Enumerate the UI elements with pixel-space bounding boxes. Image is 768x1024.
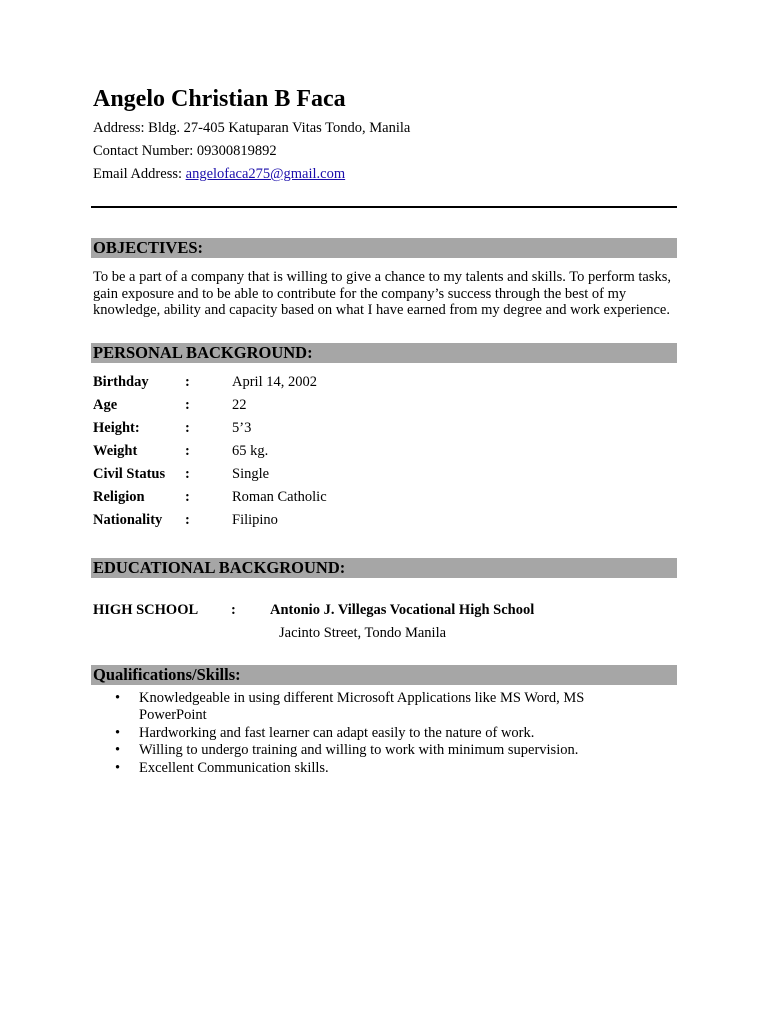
contact-line: Contact Number: 09300819892 — [93, 143, 277, 159]
skills-list — [93, 690, 677, 778]
personal-label: Civil Status — [93, 466, 166, 482]
bullet-icon: • — [115, 724, 121, 741]
school-name: Antonio J. Villegas Vocational High School — [270, 602, 535, 618]
personal-row-weight — [93, 443, 593, 463]
skill-item — [93, 742, 609, 759]
objectives-heading: OBJECTIVES: — [91, 238, 677, 258]
personal-value: Filipino — [232, 512, 278, 528]
personal-label: Height: — [93, 420, 140, 436]
email-line — [93, 166, 345, 183]
personal-row-age — [93, 397, 593, 417]
personal-row-height — [93, 420, 593, 440]
personal-value: 22 — [232, 397, 247, 413]
skill-text: Willing to undergo training and willing to work with minimum supervision. — [139, 742, 579, 759]
skill-item — [93, 690, 609, 724]
personal-label: Nationality — [93, 512, 163, 528]
personal-label: Birthday — [93, 374, 149, 390]
skill-text: Excellent Communication skills. — [139, 760, 329, 777]
personal-value: 5’3 — [232, 420, 252, 436]
personal-colon: : — [185, 397, 190, 413]
skill-text: Hardworking and fast learner can adapt easily to the nature of work. — [139, 724, 535, 741]
skill-item — [93, 760, 609, 777]
skill-item — [93, 725, 609, 742]
personal-value: April 14, 2002 — [232, 374, 317, 390]
personal-label: Weight — [93, 443, 138, 459]
skill-text: Knowledgeable in using different Microsoft Applications like MS Word, MS PowerPoint — [139, 690, 585, 723]
objective-text: To be a part of a company that is willing to give a chance to my talents and skills. To perform tasks, gain exposure and to be able to contribute for the company’s success through the best of my knowledge, ability and capacity based on what I have earned from my degree and work experience. — [93, 269, 671, 319]
school-address: Jacinto Street, Tondo Manila — [279, 625, 447, 641]
personal-colon: : — [185, 374, 190, 390]
personal-value: Roman Catholic — [232, 489, 327, 505]
personal-colon: : — [185, 443, 190, 459]
personal-colon: : — [185, 420, 190, 436]
applicant-name: Angelo Christian B Faca — [93, 86, 346, 112]
personal-label: Age — [93, 397, 118, 413]
personal-row-nationality — [93, 512, 593, 532]
personal-row-religion — [93, 489, 593, 509]
bullet-icon: • — [115, 742, 121, 759]
personal-row-birthday — [93, 374, 593, 394]
personal-background-heading: PERSONAL BACKGROUND: — [91, 343, 677, 363]
header-divider — [91, 206, 677, 208]
bullet-icon: • — [115, 690, 121, 706]
educational-background-heading: EDUCATIONAL BACKGROUND: — [91, 558, 677, 578]
personal-value: 65 kg. — [232, 443, 269, 459]
education-level: HIGH SCHOOL — [93, 602, 199, 618]
personal-value: Single — [232, 466, 270, 482]
personal-colon: : — [185, 466, 190, 482]
skills-heading: Qualifications/Skills: — [91, 665, 677, 685]
email-link[interactable]: angelofaca275@gmail.com — [185, 166, 346, 182]
personal-colon: : — [185, 512, 190, 528]
personal-colon: : — [185, 489, 190, 505]
email-label: Email Address: — [93, 166, 186, 182]
address-line: Address: Bldg. 27-405 Katuparan Vitas Tondo, Manila — [93, 120, 411, 136]
education-colon: : — [231, 602, 236, 618]
personal-label: Religion — [93, 489, 145, 505]
bullet-icon: • — [115, 760, 121, 777]
personal-row-civil-status — [93, 466, 593, 486]
